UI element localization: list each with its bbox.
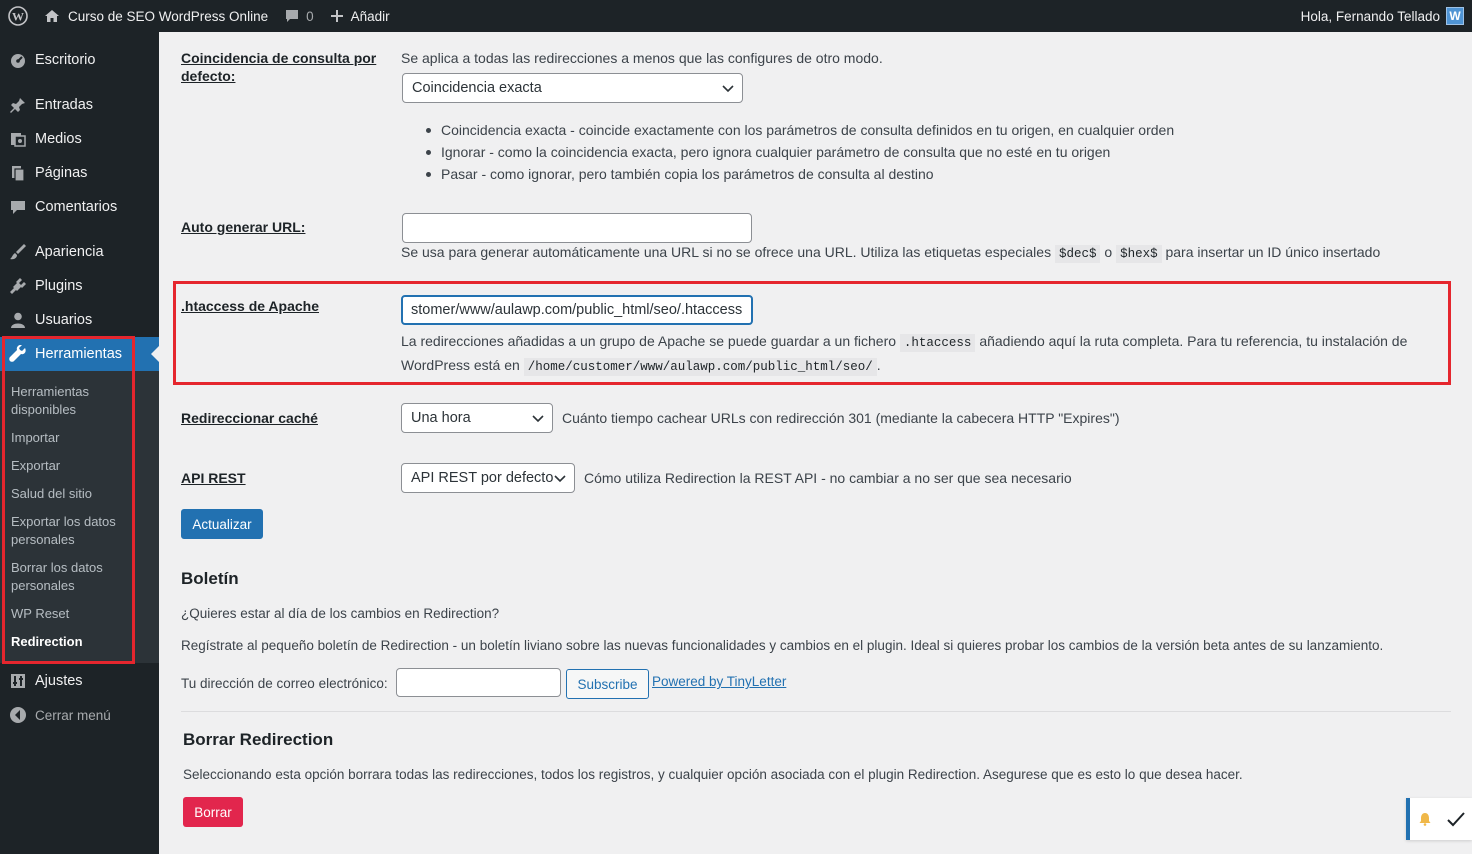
auto-url-label: Auto generar URL: (181, 219, 306, 235)
settings-icon (0, 672, 35, 690)
home-icon (44, 8, 60, 24)
rest-api-select[interactable] (401, 463, 575, 493)
svg-text:W: W (12, 9, 24, 24)
newsletter-description: Regístrate al pequeño boletín de Redirection - un boletín liviano sobre las nuevas funcionalidades y cambios en el plugin. Ideal si quieres probar los cambios de la versión beta antes de su lanzamiento. (181, 638, 1384, 653)
subscribe-button[interactable]: Subscribe (566, 669, 649, 699)
htaccess-description (401, 330, 1451, 378)
submenu-item-redirection[interactable]: Redirection (11, 634, 83, 649)
htaccess-code: .htaccess (900, 334, 976, 352)
submenu-item-herramientas-disponibles[interactable]: Herramientas disponibles (11, 384, 90, 417)
query-match-select[interactable] (402, 73, 743, 103)
checkmark-icon (1447, 811, 1465, 827)
hex-tag: $hex$ (1116, 245, 1162, 263)
new-label: Añadir (350, 8, 390, 24)
htaccess-path-input[interactable] (401, 295, 753, 325)
collapse-icon (0, 706, 35, 724)
email-label: Tu dirección de correo electrónico: (181, 676, 388, 691)
newsletter-title: Boletín (181, 569, 239, 588)
tinyletter-link[interactable]: Powered by TinyLetter (652, 674, 787, 689)
avatar: W (1446, 7, 1464, 25)
sidebar-item-label: Ajustes (35, 673, 83, 689)
sidebar-item-paginas[interactable] (0, 156, 159, 190)
site-name: Curso de SEO WordPress Online (68, 8, 269, 24)
chevron-down-icon (554, 473, 566, 483)
main-content (159, 32, 1472, 854)
sidebar-collapse-menu[interactable] (0, 698, 159, 732)
delete-section-title: Borrar Redirection (183, 730, 334, 749)
bell-icon (1418, 812, 1432, 826)
query-match-description: Se aplica a todas las redirecciones a menos que las configures de otro modo. (401, 50, 883, 66)
auto-url-input[interactable] (402, 213, 752, 243)
submenu-item-salud-del-sitio[interactable]: Salud del sitio (11, 486, 92, 501)
admin-bar (0, 0, 1472, 32)
new-content-link[interactable] (322, 0, 398, 32)
tools-submenu (0, 371, 159, 663)
cache-label: Redireccionar caché (181, 410, 318, 426)
admin-sidebar (0, 32, 159, 854)
submenu-item-exportar-datos[interactable]: Exportar los datos personales (11, 514, 116, 547)
greeting: Hola, Fernando Tellado (1300, 8, 1440, 24)
htaccess-desc-end: . (876, 357, 881, 373)
notification-widget[interactable] (1406, 798, 1472, 840)
sidebar-item-label: Páginas (35, 165, 88, 181)
htaccess-desc-text: La redirecciones añadidas a un grupo de Apache se puede guardar a un fichero (401, 333, 897, 349)
delete-button[interactable]: Borrar (183, 797, 243, 827)
user-icon (0, 311, 35, 329)
submenu-item-wp-reset[interactable]: WP Reset (11, 606, 70, 621)
media-icon (0, 130, 35, 148)
wrench-icon (0, 345, 35, 363)
chevron-down-icon (532, 413, 544, 423)
list-item: Ignorar - como la coincidencia exacta, pero ignora cualquier parámetro de consulta que no esté en tu origen (421, 141, 1174, 163)
email-field[interactable] (396, 668, 561, 697)
or-text: o (1104, 244, 1113, 260)
cache-select[interactable] (401, 403, 553, 433)
sidebar-item-ajustes[interactable] (0, 664, 159, 698)
sidebar-item-plugins[interactable] (0, 269, 159, 303)
sidebar-item-escritorio[interactable] (0, 43, 159, 77)
install-path-code: /home/customer/www/aulawp.com/public_html/seo/ (524, 358, 877, 376)
rest-api-label: API REST (181, 470, 246, 486)
plus-icon (330, 9, 344, 23)
comments-count: 0 (306, 8, 314, 24)
dec-tag: $dec$ (1055, 245, 1101, 263)
my-account-link[interactable] (1293, 0, 1472, 32)
comment-icon (0, 198, 35, 216)
comment-bubble-icon (284, 8, 300, 24)
rest-api-value: API REST por defecto (411, 470, 554, 486)
pages-icon (0, 164, 35, 182)
dashboard-icon (0, 51, 35, 69)
delete-section-description: Seleccionando esta opción borrara todas las redirecciones, todos los registros, y cualquier opción asociada con el plugin Redirection. Asegurese que es esto lo que desea hacer. (183, 767, 1243, 782)
sidebar-item-label: Entradas (35, 97, 94, 113)
sidebar-item-label: Medios (35, 131, 82, 147)
auto-url-description (401, 241, 1380, 265)
submenu-item-importar[interactable]: Importar (11, 430, 60, 445)
auto-url-desc-end: para insertar un ID único insertado (1165, 244, 1381, 260)
htaccess-label: .htaccess de Apache (181, 298, 319, 314)
brush-icon (0, 243, 35, 261)
sidebar-item-label: Escritorio (35, 52, 96, 68)
list-item: Pasar - como ignorar, pero también copia los parámetros de consulta al destino (421, 163, 1174, 185)
sidebar-item-herramientas[interactable] (0, 337, 159, 371)
pin-icon (0, 96, 35, 114)
update-button[interactable]: Actualizar (181, 509, 263, 539)
cache-value: Una hora (411, 410, 471, 426)
site-name-link[interactable] (36, 0, 276, 32)
rest-api-description: Cómo utiliza Redirection la REST API - no cambiar a no ser que sea necesario (584, 470, 1072, 486)
plugin-icon (0, 277, 35, 295)
comments-link[interactable] (276, 0, 322, 32)
auto-url-desc-text: Se usa para generar automáticamente una URL si no se ofrece una URL. Utiliza las etiquetas especiales (401, 244, 1052, 260)
cache-description: Cuánto tiempo cachear URLs con redirección 301 (mediante la cabecera HTTP "Expires") (562, 410, 1120, 426)
sidebar-item-apariencia[interactable] (0, 235, 159, 269)
newsletter-question: ¿Quieres estar al día de los cambios en Redirection? (181, 606, 500, 621)
query-match-value: Coincidencia exacta (412, 80, 542, 96)
sidebar-item-medios[interactable] (0, 122, 159, 156)
query-match-label: Coincidencia de consulta por defecto: (181, 50, 377, 84)
sidebar-item-label: Cerrar menú (35, 707, 111, 723)
submenu-item-exportar[interactable]: Exportar (11, 458, 61, 473)
chevron-down-icon (722, 83, 734, 93)
submenu-item-borrar-datos[interactable]: Borrar los datos personales (11, 560, 103, 593)
divider (181, 711, 1451, 712)
list-item: Coincidencia exacta - coincide exactamente con los parámetros de consulta definidos en tu origen, en cualquier orden (421, 119, 1174, 141)
sidebar-item-label: Usuarios (35, 312, 93, 328)
sidebar-item-entradas[interactable] (0, 88, 159, 122)
sidebar-item-label: Comentarios (35, 199, 118, 215)
sidebar-item-comentarios[interactable] (0, 190, 159, 224)
sidebar-item-label: Plugins (35, 278, 83, 294)
wordpress-logo-icon[interactable] (0, 0, 36, 32)
query-match-options-list (421, 119, 1174, 185)
sidebar-item-usuarios[interactable] (0, 303, 159, 337)
htaccess-desc-middle: añadiendo aquí la ruta completa. Para tu referencia, tu instalación de WordPress está en (401, 333, 1408, 373)
sidebar-item-label: Herramientas (35, 346, 123, 362)
sidebar-item-label: Apariencia (35, 244, 104, 260)
